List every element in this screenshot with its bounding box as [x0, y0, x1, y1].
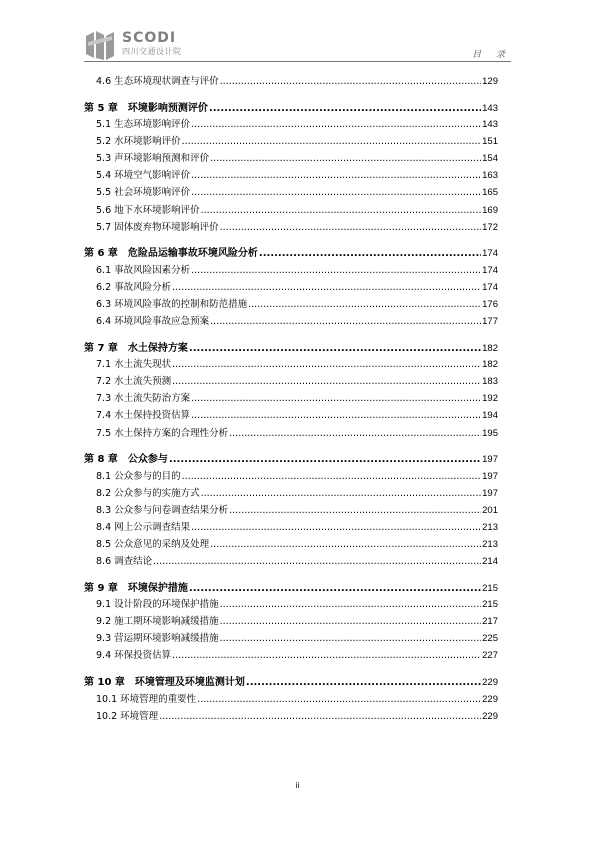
chapter-gap — [96, 236, 498, 245]
toc-entry-row[interactable] — [96, 133, 498, 150]
toc-page-number: 197 — [482, 487, 498, 499]
toc-entry-title: 6.2 事故风险分析 — [96, 281, 172, 293]
toc-entry-title: 6.1 事故风险因素分析 — [96, 264, 191, 276]
toc-page-number: 165 — [482, 187, 498, 199]
toc-page-number: 143 — [482, 102, 498, 114]
toc-entry-title: 8.3 公众参与问卷调查结果分析 — [96, 504, 229, 516]
toc-leader-dots — [229, 428, 481, 439]
toc-entry-row[interactable] — [96, 73, 498, 90]
toc-entry-row[interactable] — [96, 313, 498, 330]
toc-entry-title: 8.5 公众意见的采纳及处理 — [96, 538, 210, 550]
toc-page-number: 215 — [482, 599, 498, 611]
toc-entry-title: 9.1 设计阶段的环境保护措施 — [96, 599, 219, 611]
toc-page-number: 183 — [482, 376, 498, 388]
toc-entry-row[interactable] — [96, 184, 498, 201]
toc-chapter-row[interactable] — [84, 450, 498, 468]
toc-chapter-row[interactable] — [84, 579, 498, 597]
toc-page-number: 197 — [482, 470, 498, 482]
toc-chapter-title: 第 8 章 公众参与 — [84, 454, 168, 466]
toc-leader-dots — [172, 359, 481, 370]
toc-entry-row[interactable] — [96, 116, 498, 133]
toc-leader-dots — [246, 677, 481, 688]
toc-entry-title: 5.7 固体废弃物环境影响评价 — [96, 221, 219, 233]
toc-page-number: 215 — [482, 582, 498, 594]
toc-entry-title: 7.5 水土保持方案的合理性分析 — [96, 427, 229, 439]
toc-entry-row[interactable] — [96, 613, 498, 630]
toc-entry-title: 6.4 环境风险事故应急预案 — [96, 316, 210, 328]
toc-leader-dots — [182, 136, 482, 147]
toc-leader-dots — [229, 505, 481, 516]
toc-entry-row[interactable] — [96, 708, 498, 725]
toc-page-number: 225 — [482, 633, 498, 645]
toc-entry-title: 8.4 网上公示调查结果 — [96, 521, 191, 533]
toc-leader-dots — [210, 539, 481, 550]
page-number: ii — [295, 781, 300, 790]
toc-entry-title: 6.3 环境风险事故的控制和防范措施 — [96, 298, 248, 310]
toc-leader-dots — [172, 282, 481, 293]
toc-leader-dots — [220, 633, 482, 644]
toc-leader-dots — [191, 522, 481, 533]
toc-entry-title: 7.3 水土流失防治方案 — [96, 393, 191, 405]
toc-page-number: 229 — [482, 677, 498, 689]
toc-leader-dots — [210, 153, 481, 164]
toc-leader-dots — [220, 222, 482, 233]
toc-entry-title: 4.6 生态环境现状调查与评价 — [96, 76, 219, 87]
toc-leader-dots — [189, 583, 481, 594]
toc-chapter-row[interactable] — [84, 339, 498, 357]
chapter-gap — [96, 330, 498, 339]
section-label: 目 录 — [472, 50, 511, 60]
toc-entry-row[interactable] — [96, 630, 498, 647]
toc-leader-dots — [191, 393, 481, 404]
toc-leader-dots — [191, 170, 481, 181]
toc-entry-title: 5.6 地下水环境影响评价 — [96, 204, 200, 216]
toc-leader-dots — [191, 265, 481, 276]
toc-entry-row[interactable] — [96, 596, 498, 613]
toc-entry-title: 5.4 环境空气影响评价 — [96, 170, 191, 182]
toc-page-number: 169 — [482, 204, 498, 216]
toc-chapter-row[interactable] — [84, 673, 498, 691]
toc-entry-title: 10.1 环境管理的重要性 — [96, 693, 197, 705]
toc-chapter-title: 第 5 章 环境影响预测评价 — [84, 102, 208, 114]
toc-page-number: 163 — [482, 170, 498, 182]
toc-leader-dots — [201, 488, 482, 499]
toc-entry-title: 7.4 水土保持投资估算 — [96, 410, 191, 422]
toc-entry-title: 8.2 公众参与的实施方式 — [96, 487, 200, 499]
toc-entry-row[interactable] — [96, 407, 498, 424]
logo-text: SCODI — [122, 30, 177, 46]
toc-chapter-title: 第 9 章 环境保护措施 — [84, 582, 188, 594]
toc-page-number: 217 — [482, 616, 498, 628]
toc-entry-row[interactable] — [96, 296, 498, 313]
toc-entry-title: 5.3 声环境影响预测和评价 — [96, 153, 210, 165]
toc-entry-title: 9.3 营运期环境影响减缓措施 — [96, 633, 219, 645]
header-divider — [84, 61, 511, 62]
toc-entry-row[interactable] — [96, 390, 498, 407]
toc-leader-dots — [191, 410, 481, 421]
chapter-gap — [96, 442, 498, 451]
toc-chapter-row[interactable] — [84, 244, 498, 262]
toc-leader-dots — [153, 556, 481, 567]
toc-page-number: 154 — [482, 153, 498, 165]
toc-entry-row[interactable] — [96, 553, 498, 570]
toc-leader-dots — [182, 471, 482, 482]
toc-page-number: 151 — [482, 136, 498, 148]
toc-page-number: 172 — [482, 221, 498, 233]
toc-entry-title: 9.4 环保投资估算 — [96, 650, 172, 662]
toc-entry-title: 9.2 施工期环境影响减缓措施 — [96, 616, 219, 628]
toc-page-number: 182 — [482, 359, 498, 371]
toc-leader-dots — [172, 650, 481, 661]
toc-leader-dots — [197, 694, 481, 705]
toc-leader-dots — [209, 103, 481, 114]
toc-chapter-title: 第 10 章 环境管理及环境监测计划 — [84, 677, 245, 689]
toc-entry-title: 8.6 调查结论 — [96, 556, 153, 568]
toc-entry-title: 10.2 环境管理 — [96, 710, 159, 722]
toc-page-number: 195 — [482, 427, 498, 439]
table-of-contents — [84, 73, 498, 725]
toc-entry-row[interactable] — [96, 219, 498, 236]
logo-subtitle: 四川交通设计院 — [122, 47, 182, 56]
toc-leader-dots — [248, 299, 481, 310]
toc-page-number: 143 — [482, 119, 498, 131]
toc-entry-title: 5.5 社会环境影响评价 — [96, 187, 191, 199]
toc-leader-dots — [201, 205, 482, 216]
toc-leader-dots — [191, 187, 481, 198]
toc-entry-row[interactable] — [96, 485, 498, 502]
toc-leader-dots — [159, 711, 481, 722]
toc-entry-row[interactable] — [96, 536, 498, 553]
toc-entry-title: 7.1 水土流失现状 — [96, 359, 172, 371]
toc-entry-row[interactable] — [96, 373, 498, 390]
toc-entry-title: 5.2 水环境影响评价 — [96, 136, 181, 148]
toc-page-number: 177 — [482, 316, 498, 328]
toc-entry-row[interactable] — [96, 202, 498, 219]
toc-chapter-row[interactable] — [84, 99, 498, 117]
toc-entry-row[interactable] — [96, 279, 498, 296]
toc-page-number: 194 — [482, 410, 498, 422]
toc-leader-dots — [169, 454, 481, 465]
toc-page-number: 176 — [482, 298, 498, 310]
toc-page-number: 214 — [482, 556, 498, 568]
toc-page-number: 213 — [482, 538, 498, 550]
toc-entry-row[interactable] — [96, 691, 498, 708]
toc-page-number: 174 — [482, 264, 498, 276]
toc-leader-dots — [210, 316, 481, 327]
toc-entry-row[interactable] — [96, 519, 498, 536]
toc-entry-row[interactable] — [96, 262, 498, 279]
toc-entry-title: 5.1 生态环境影响评价 — [96, 119, 191, 131]
toc-page-number: 174 — [482, 248, 498, 260]
toc-entry-title: 7.2 水土流失预测 — [96, 376, 172, 388]
toc-page-number: 229 — [482, 710, 498, 722]
toc-page-number: 197 — [482, 454, 498, 466]
toc-entry-row[interactable] — [96, 167, 498, 184]
toc-page-number: 192 — [482, 393, 498, 405]
toc-entry-title: 8.1 公众参与的目的 — [96, 470, 181, 482]
toc-entry-row[interactable] — [96, 356, 498, 373]
toc-page-number: 229 — [482, 693, 498, 705]
toc-entry-row[interactable] — [96, 647, 498, 664]
page-header — [0, 0, 595, 70]
toc-entry-row[interactable] — [96, 468, 498, 485]
toc-entry-row[interactable] — [96, 150, 498, 167]
toc-page-number: 129 — [482, 76, 498, 87]
toc-page-number: 182 — [482, 342, 498, 354]
toc-leader-dots — [259, 248, 481, 259]
toc-page-number: 174 — [482, 281, 498, 293]
toc-chapter-title: 第 7 章 水土保持方案 — [84, 342, 188, 354]
toc-leader-dots — [220, 616, 482, 627]
toc-page-number: 227 — [482, 650, 498, 662]
chapter-gap — [96, 570, 498, 579]
toc-leader-dots — [191, 119, 481, 130]
toc-leader-dots — [189, 343, 481, 354]
toc-leader-dots — [220, 599, 482, 610]
toc-page-number: 201 — [482, 504, 498, 516]
toc-page-number: 213 — [482, 521, 498, 533]
toc-entry-row[interactable] — [96, 502, 498, 519]
toc-chapter-title: 第 6 章 危险品运输事故环境风险分析 — [84, 248, 258, 260]
toc-leader-dots — [220, 76, 482, 87]
toc-leader-dots — [172, 376, 481, 387]
chapter-gap — [96, 90, 498, 99]
chapter-gap — [96, 665, 498, 674]
toc-entry-row[interactable] — [96, 425, 498, 442]
